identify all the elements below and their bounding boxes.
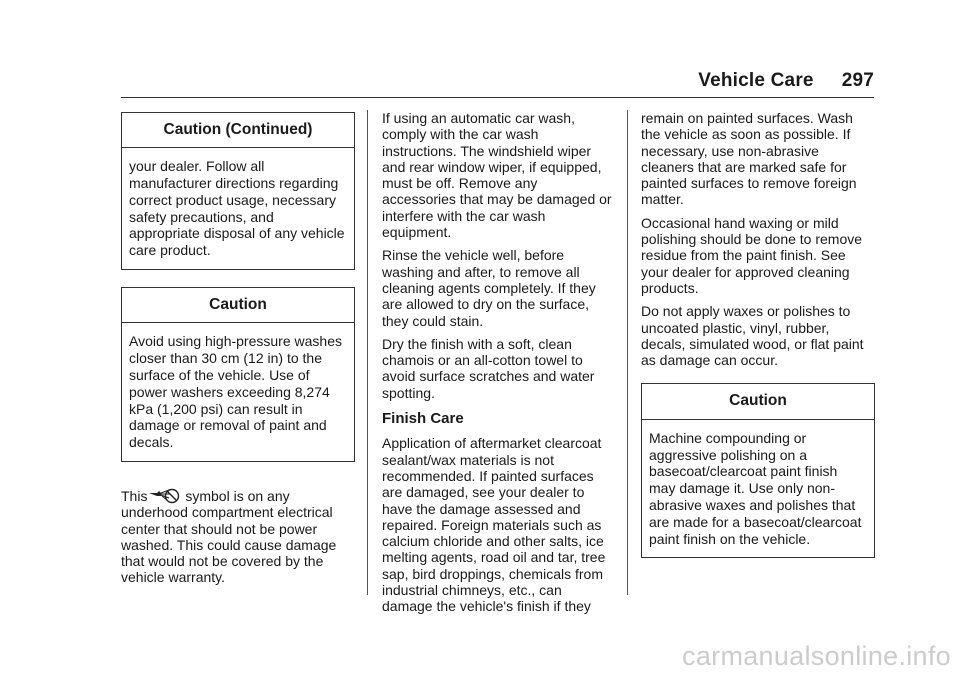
paragraph-remain: remain on painted surfaces. Wash the vehicle as soon as possible. If necessary, use non-abrasive cleaners that are marked safe for painted surfaces to remove foreign matter.	[641, 110, 857, 208]
caution-body: Machine compounding or aggressive polishing on a basecoat/clearcoat paint finish may damage it. Use only non-abrasive waxes and polishes that are made for a basecoat/clearcoat paint finish on the vehicle.	[649, 429, 862, 547]
section-title: Vehicle Care	[698, 70, 814, 91]
column-2	[382, 110, 614, 622]
caution-title: Caution	[122, 288, 354, 323]
finish-care-heading: Finish Care	[382, 410, 464, 428]
symbol-prefix: This	[121, 487, 148, 504]
page-header	[698, 70, 874, 92]
column-divider	[627, 110, 628, 595]
caution-box-pressure-wash	[121, 287, 355, 462]
caution-title: Caution	[642, 384, 874, 419]
watermark: carmanualsonline.info	[682, 641, 951, 671]
header-rule	[121, 97, 874, 98]
paragraph-waxing: Occasional hand waxing or mild polishing should be done to remove residue from the paint finish. See your dealer for approved cleaning products.	[641, 214, 863, 296]
paragraph-dry: Dry the finish with a soft, clean chamois or an all-cotton towel to avoid surface scratches and water spotting.	[382, 335, 595, 401]
column-divider	[367, 110, 368, 595]
caution-body: Avoid using high-pressure washes closer than 30 cm (12 in) to the surface of the vehicle. Use of power washers exceeding 8,274 kPa (1,200 psi) can result in damage or removal of paint and decals.	[129, 333, 342, 451]
caution-box-compounding	[641, 383, 875, 558]
caution-body: your dealer. Follow all manufacturer directions regarding correct product usage, necessary safety precautions, and appropriate disposal of any vehicle care product.	[129, 158, 345, 259]
column-1	[121, 112, 355, 593]
no-pressure-wash-icon	[147, 488, 181, 504]
paragraph-car-wash: If using an automatic car wash, comply with the car wash instructions. The windshield wiper and rear window wiper, if equipped, must be off. Remove any accessories that may be damaged or interfere with the car wash equipment.	[382, 110, 612, 241]
column-3	[641, 110, 875, 558]
paragraph-finish-care: Application of aftermarket clearcoat sealant/wax materials is not recommended. If painted surfaces are damaged, see your dealer to have the damage assessed and repaired. Foreign materials such as calcium chloride and other salts, ice melting agents, road oil and tar, tree sap, bird droppings, chemicals from industrial chimneys, etc., can damage the vehicle's finish if they	[382, 435, 606, 615]
paragraph-rinse: Rinse the vehicle well, before washing and after, to remove all cleaning agents completely. If they are allowed to dry on the surface, they could stain.	[382, 247, 596, 329]
symbol-text: symbol is on any underhood compartment electrical center that should not be power washed. This could cause damage that would not be covered by the vehicle warranty.	[121, 487, 337, 586]
caution-box-continued	[121, 112, 355, 270]
paragraph-no-wax: Do not apply waxes or polishes to uncoated plastic, vinyl, rubber, decals, simulated wood, or flat paint as damage can occur.	[641, 303, 864, 369]
page-number: 297	[841, 70, 874, 91]
symbol-paragraph	[121, 488, 355, 586]
caution-title: Caution (Continued)	[122, 113, 354, 148]
